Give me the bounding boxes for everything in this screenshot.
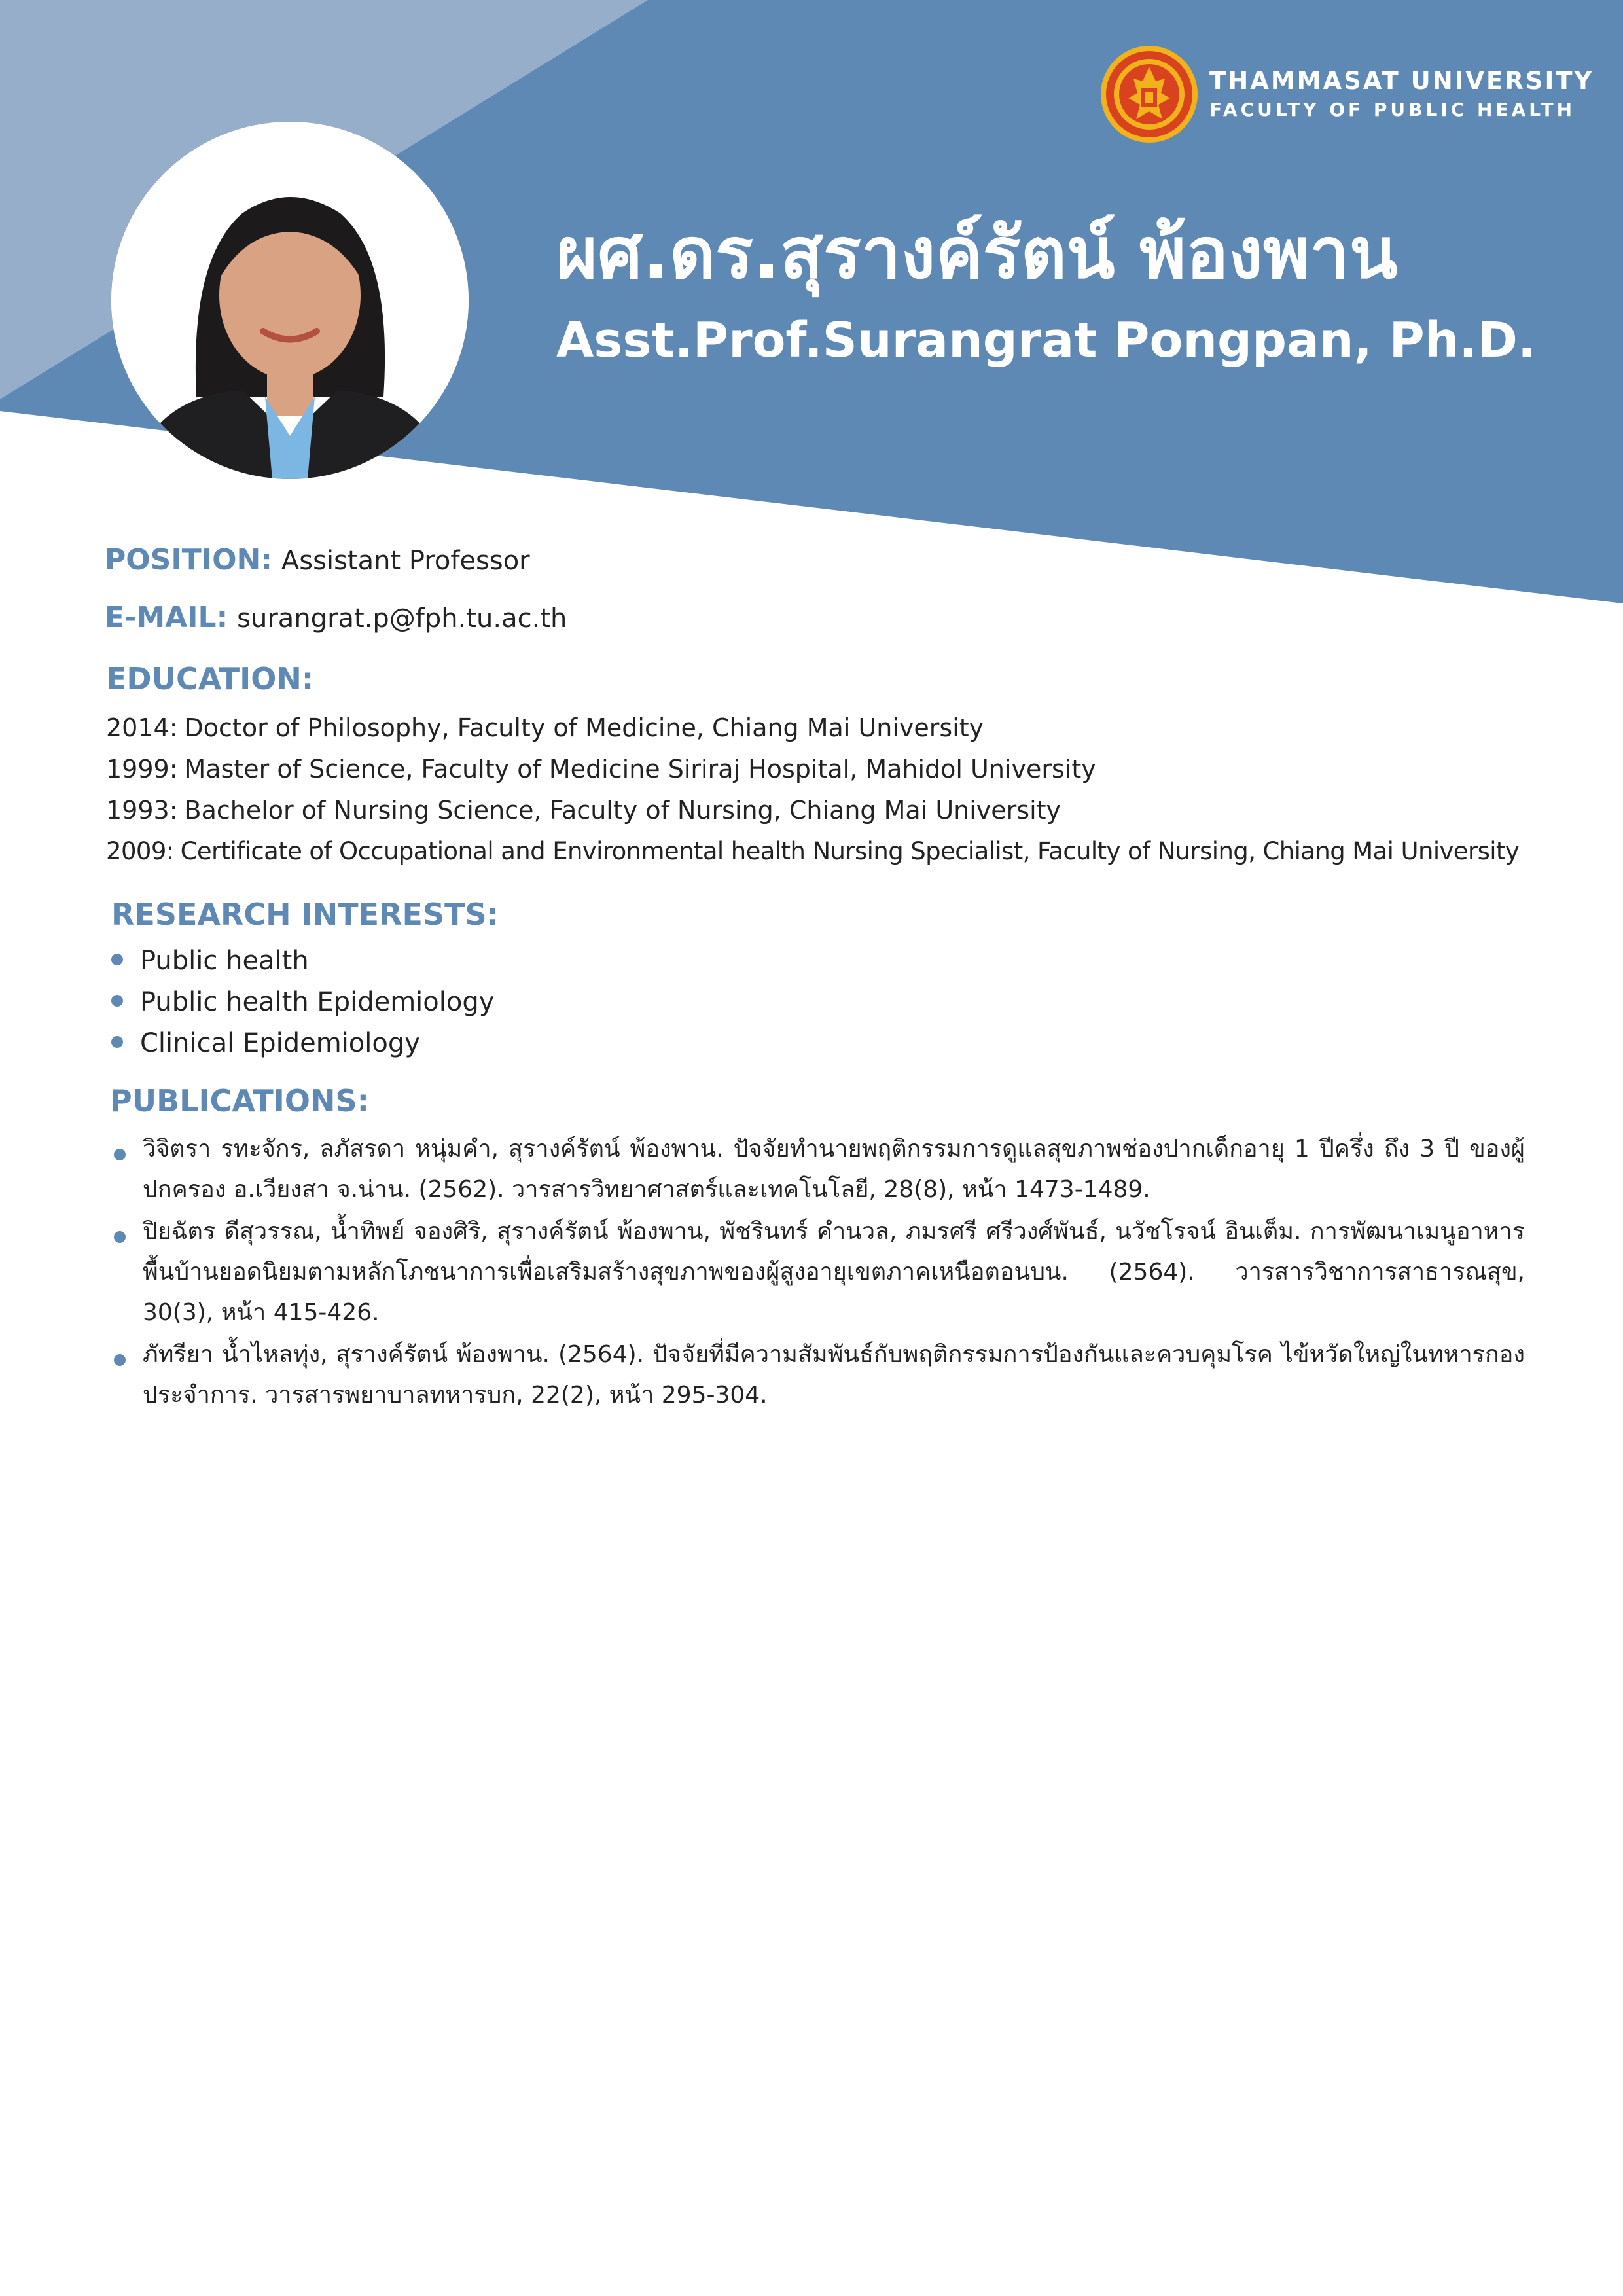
- research-interests-title: RESEARCH INTERESTS:: [111, 897, 499, 932]
- publication-item: [111, 1211, 1525, 1333]
- bullet-icon: [111, 1036, 123, 1048]
- education-item: [106, 755, 1096, 783]
- email-value[interactable]: surangrat.p@fph.tu.ac.th: [237, 603, 567, 634]
- education-text: Master of Science, Faculty of Medicine Siriraj Hospital, Mahidol University: [184, 755, 1096, 783]
- bullet-icon: [114, 1149, 126, 1160]
- position-label: POSITION:: [105, 543, 272, 577]
- list-item: [111, 946, 309, 976]
- bullet-icon: [111, 995, 123, 1007]
- bullet-icon: [114, 1231, 126, 1243]
- publication-item: [111, 1129, 1525, 1210]
- bullet-icon: [114, 1354, 126, 1366]
- research-interest-text: Public health: [140, 946, 309, 976]
- faculty-name: FACULTY OF PUBLIC HEALTH: [1209, 99, 1576, 120]
- email-label: E-MAIL:: [105, 601, 228, 634]
- list-item: [111, 1028, 420, 1058]
- publication-item: [111, 1335, 1525, 1416]
- publication-text: วิจิตรา รทะจักร, ลภัสรดา หนุ่มคำ, สุรางค์รัตน์ พ้องพาน. ปัจจัยทำนายพฤติกรรมการดูแลสุขภาพช่องปากเด็กอายุ 1 ปีครึ่ง ถึง 3 ปี ของผู้ปกครอง อ.เวียงสา จ.น่าน. (2562). วารสารวิทยาศาสตร์และเทคโนโลยี, 28(8), หน้า 1473-1489.: [143, 1136, 1525, 1203]
- research-interest-text: Clinical Epidemiology: [140, 1028, 420, 1058]
- publication-text: ปิยฉัตร ดีสุวรรณ, น้ำทิพย์ จองศิริ, สุรางค์รัตน์ พ้องพาน, พัชรินทร์ คำนวล, ภมรศรี ศรีวงศ์พันธ์, นวัชโรจน์ อินเต็ม. การพัฒนาเมนูอาหารพื้นบ้านยอดนิยมตามหลักโภชนาการเพื่อเสริมสร้างสุขภาพของผู้สูงอายุเขตภาคเหนือตอนบน. (2564). วารสารวิชาการสาธารณสุข, 30(3), หน้า 415-426.: [143, 1218, 1525, 1326]
- portrait-photo: [111, 122, 469, 479]
- email-field: [105, 601, 567, 634]
- position-value: Assistant Professor: [281, 546, 530, 576]
- education-year: 2009:: [106, 837, 174, 865]
- publications-title: PUBLICATIONS:: [110, 1083, 369, 1119]
- list-item: [111, 987, 494, 1017]
- education-year: 1993:: [106, 796, 178, 825]
- education-text: Bachelor of Nursing Science, Faculty of Nursing, Chiang Mai University: [184, 796, 1061, 825]
- research-interest-text: Public health Epidemiology: [140, 987, 495, 1017]
- name-english: Asst.Prof.Surangrat Pongpan, Ph.D.: [556, 312, 1537, 368]
- education-year: 2014:: [106, 713, 178, 742]
- university-seal-icon: [1099, 45, 1199, 144]
- education-text: Doctor of Philosophy, Faculty of Medicine, Chiang Mai University: [184, 713, 984, 742]
- position-field: [105, 543, 530, 577]
- education-title: EDUCATION:: [106, 661, 314, 696]
- bullet-icon: [111, 954, 123, 965]
- university-name: THAMMASAT UNIVERSITY: [1209, 67, 1594, 95]
- education-text: Certificate of Occupational and Environmental health Nursing Specialist, Faculty of Nursing, Chiang Mai University: [180, 837, 1520, 865]
- university-branding: [1209, 65, 1594, 123]
- name-thai: ผศ.ดร.สุรางค์รัตน์ พ้องพาน: [556, 213, 1398, 295]
- education-year: 1999:: [106, 755, 178, 783]
- publication-text: ภัทรียา น้ำไหลทุ่ง, สุรางค์รัตน์ พ้องพาน. (2564). ปัจจัยที่มีความสัมพันธ์กับพฤติกรรมการป้องกันและควบคุมโรค ไข้หวัดใหญ่ในทหารกองประจำการ. วารสารพยาบาลทหารบก, 22(2), หน้า 295-304.: [143, 1341, 1525, 1408]
- education-item: [106, 796, 1061, 825]
- education-item: [106, 837, 1519, 865]
- education-item: [106, 713, 984, 742]
